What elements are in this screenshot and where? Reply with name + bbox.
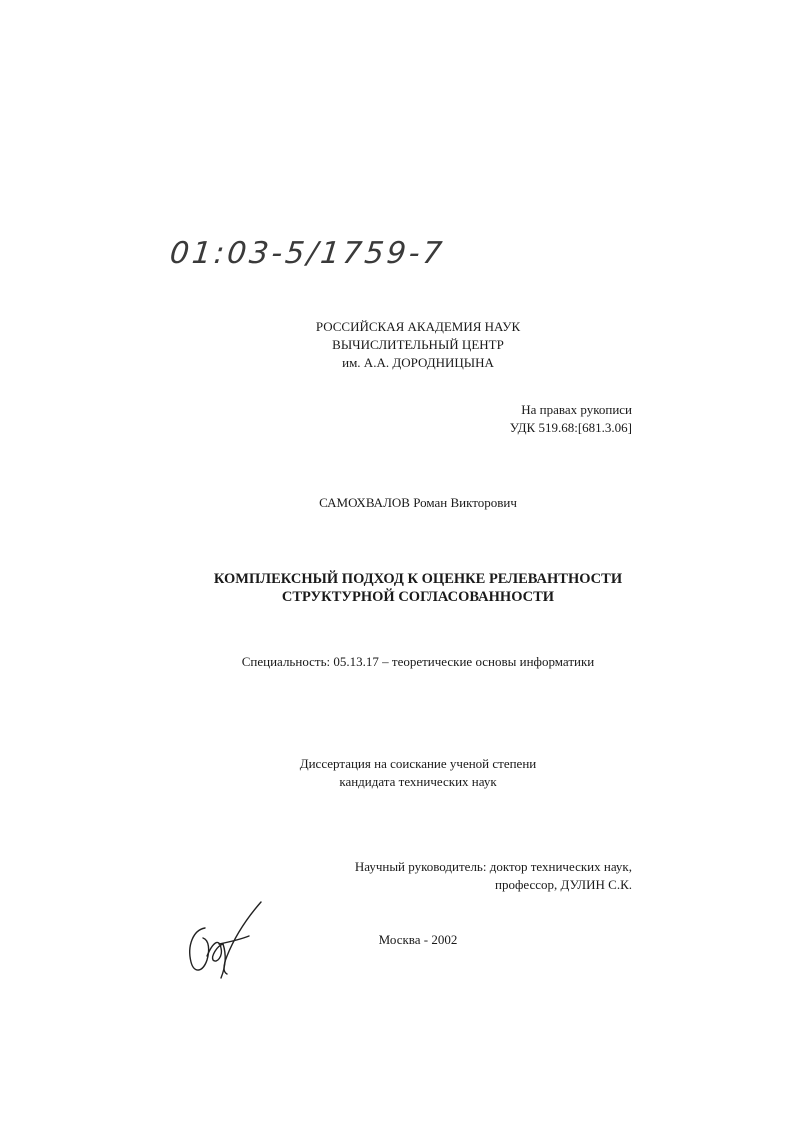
manuscript-rights: На правах рукописи — [521, 402, 632, 417]
title-line-2: СТРУКТУРНОЙ СОГЛАСОВАННОСТИ — [281, 589, 555, 605]
degree-line-2: кандидата технических наук — [339, 774, 497, 789]
dissertation-title — [180, 570, 656, 606]
scientific-supervisor — [355, 858, 632, 894]
organization-header — [180, 318, 656, 372]
title-line-1: КОМПЛЕКСНЫЙ ПОДХОД К ОЦЕНКЕ РЕЛЕВАНТНОСТИ — [213, 571, 623, 587]
degree-statement — [180, 755, 656, 791]
supervisor-line-1: Научный руководитель: доктор технических наук, — [354, 859, 632, 874]
supervisor-line-2: профессор, ДУЛИН С.К. — [495, 877, 632, 892]
manuscript-rights-block — [510, 401, 632, 437]
city-year: Москва - 2002 — [378, 932, 458, 947]
registration-code: 01:03-5/1759-7 — [168, 236, 447, 271]
organization-line-2: ВЫЧИСЛИТЕЛЬНЫЙ ЦЕНТР — [332, 337, 504, 352]
organization-line-3: им. А.А. ДОРОДНИЦЫНА — [342, 355, 494, 370]
organization-line-1: РОССИЙСКАЯ АКАДЕМИЯ НАУК — [315, 319, 521, 334]
author-name: САМОХВАЛОВ Роман Викторович — [319, 495, 517, 510]
degree-line-1: Диссертация на соискание ученой степени — [299, 756, 537, 771]
specialty: Специальность: 05.13.17 – теоретические основы информатики — [241, 654, 595, 669]
udc-code: УДК 519.68:[681.3.06] — [509, 420, 632, 435]
